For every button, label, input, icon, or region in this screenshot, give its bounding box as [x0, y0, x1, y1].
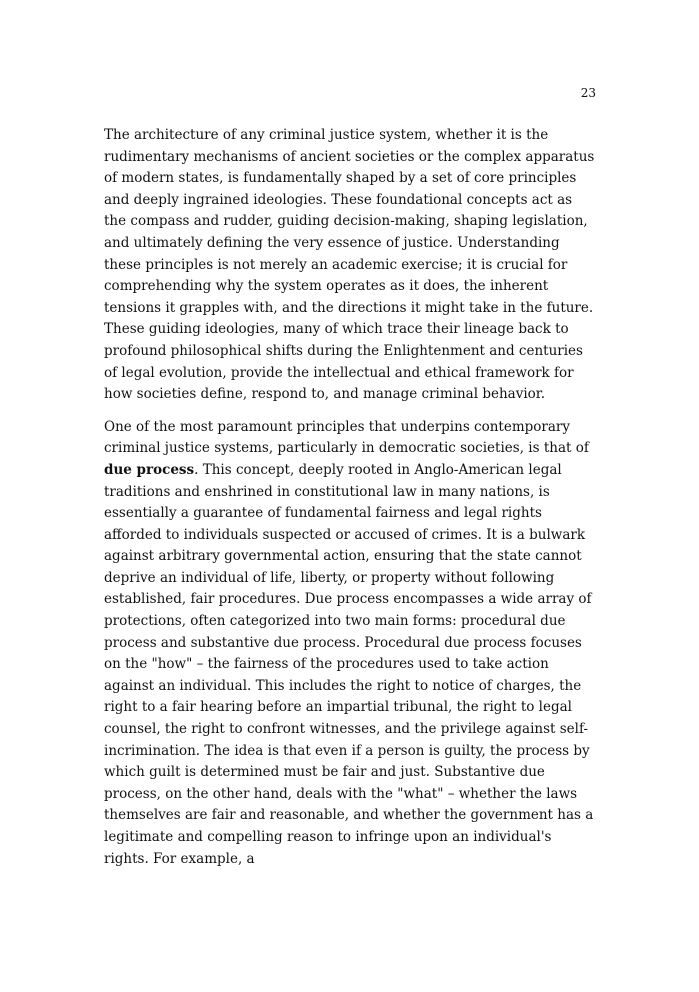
- paragraph-text-start: One of the most paramount principles that underpins contemporary criminal justice systems, particularly in democratic societies, is that of: [104, 418, 589, 457]
- paragraph-due-process: [104, 417, 596, 870]
- due-process-term: due process: [104, 461, 195, 478]
- body-text: [104, 125, 596, 881]
- page-number: 23: [580, 86, 596, 100]
- paragraph-text-rest: . This concept, deeply rooted in Anglo-American legal traditions and enshrined in constitutional law in many nations, is essentially a guarantee of fundamental fairness and legal rights afforded to individuals suspected or accused of crimes. It is a bulwark against arbitrary governmental action, ensuring that the state cannot deprive an individual of life, liberty, or property without following established, fair procedures. Due process encompasses a wide array of protections, often categorized into two main forms: procedural due process and substantive due process. Procedural due process focuses on the "how" – the fairness of the procedures used to take action against an individual. This includes the right to notice of charges, the right to a fair hearing before an impartial tribunal, the right to legal counsel, the right to confront witnesses, and the privilege against self-incrimination. The idea is that even if a person is guilty, the process by which guilt is determined must be fair and just. Substantive due process, on the other hand, deals with the "what" – whether the laws themselves are fair and reasonable, and whether the government has a legitimate and compelling reason to infringe upon an individual's rights. For example, a: [104, 461, 594, 867]
- paragraph-intro: The architecture of any criminal justice system, whether it is the rudimentary mechanisms of ancient societies or the complex apparatus of modern states, is fundamentally shaped by a set of core principles and deeply ingrained ideologies. These foundational concepts act as the compass and rudder, guiding decision-making, shaping legislation, and ultimately defining the very essence of justice. Understanding these principles is not merely an academic exercise; it is crucial for comprehending why the system operates as it does, the inherent tensions it grapples with, and the directions it might take in the future. These guiding ideologies, many of which trace their lineage back to profound philosophical shifts during the Enlightenment and centuries of legal evolution, provide the intellectual and ethical framework for how societies define, respond to, and manage criminal behavior.: [104, 127, 595, 403]
